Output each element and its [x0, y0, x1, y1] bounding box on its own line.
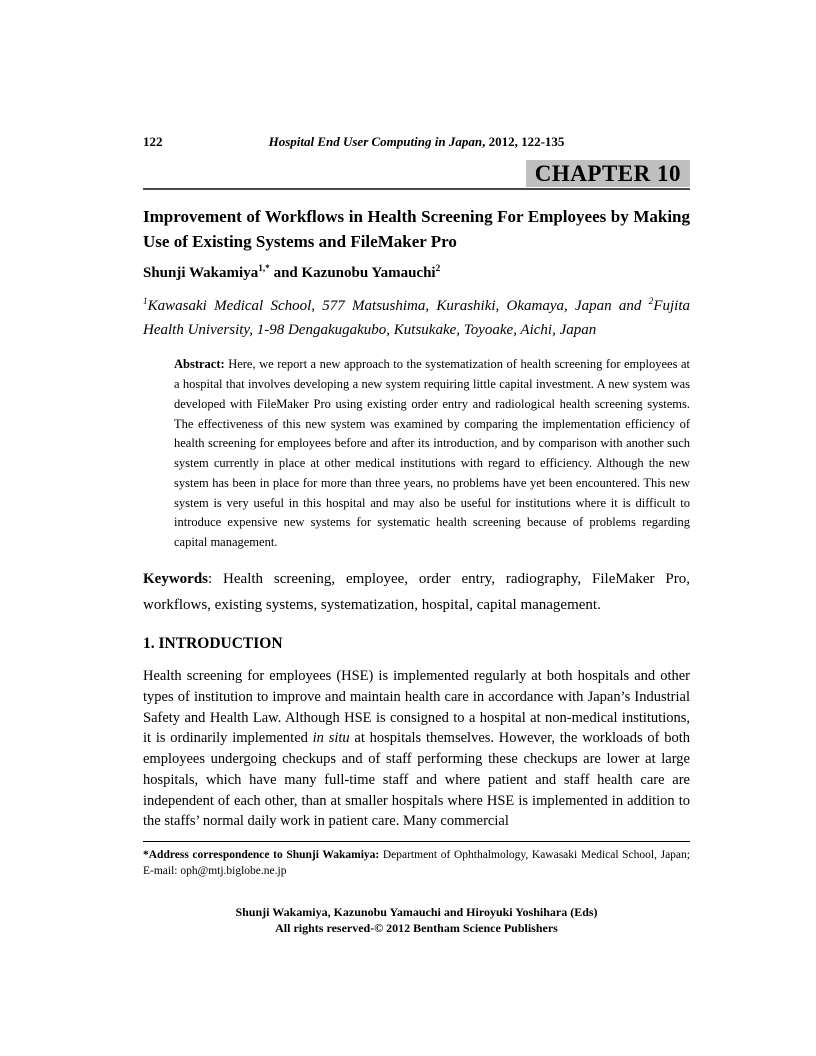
abstract-text: Here, we report a new approach to the systematization of health screening for employees at a hospital that involves developing a new system requiring little capital investment. A new system was developed with FileMaker Pro using existing order entry and radiological health screening systems. The effectiveness of this new system was examined by comparing the implementation efficiency of health screening for employees before and after its introduction, and by comparison with another such system currently in place at other medical institutions with regard to efficiency. Although the new system has been in place for more than three years, no problems have yet been encountered. This new system is very useful in this hospital and may also be useful for institutions where it is difficult to introduce expensive new systems for systematic health screening because of problems regarding capital management. [174, 357, 690, 550]
author-2-superscript: 2 [435, 264, 441, 275]
author-2: Kazunobu Yamauchi [301, 265, 436, 282]
footer-copyright-line: All rights reserved-© 2012 Bentham Science Publishers [275, 920, 558, 935]
publisher-footer [143, 905, 690, 936]
affiliation-2: Fujita Health University, 1-98 Dengakugakubo, Kutsukake, Toyoake, Aichi, Japan [143, 298, 690, 339]
running-header [143, 134, 690, 151]
affiliation-1: Kawasaki Medical School, 577 Matsushima, Kurashiki, Okamaya, Japan and [147, 298, 649, 315]
header-rule [143, 188, 690, 190]
introduction-paragraph [143, 666, 690, 832]
keywords-text: : Health screening, employee, order entry, radiography, FileMaker Pro, workflows, existing systems, systematization, hospital, capital management. [143, 570, 690, 614]
running-title-pages: , 2012, 122-135 [482, 134, 565, 149]
abstract [174, 355, 690, 553]
author-1-superscript: 1,* [258, 264, 270, 275]
affiliation-2-superscript: 2 [648, 297, 654, 308]
keywords-label: Keywords [143, 570, 208, 587]
chapter-row [143, 160, 690, 187]
introduction-text-2: at hospitals themselves. However, the workloads of both employees undergoing checkups and of staff performing these checkups are lower at large hospitals, which have many full-time staff and where patient and staff health care are independent of each other, than at smaller hospitals where HSE is implemented in addition to the staffs’ normal daily work in patient care. Many commercial [143, 730, 690, 830]
running-title-journal: Hospital End User Computing in Japan [268, 134, 483, 149]
footer-editors-line: Shunji Wakamiya, Kazunobu Yamauchi and Hiroyuki Yoshihara (Eds) [235, 905, 598, 919]
abstract-label: Abstract: [174, 357, 225, 372]
page-number: 122 [143, 134, 163, 149]
authors-connector: and [269, 265, 302, 282]
affiliations [143, 294, 690, 342]
page-content [143, 134, 690, 832]
introduction-text-1: Health screening for employees (HSE) is implemented regularly at both hospitals and other types of institution to improve and maintain health care in accordance with Japan’s Industrial Safety and Health Law. Although HSE is consigned to a hospital at non-medical institutions, it is ordinarily implemented [143, 668, 690, 747]
footnote-text: Department of Ophthalmology, Kawasaki Medical School, Japan; E-mail: oph@mtj.biglobe.ne.jp [143, 849, 690, 878]
keywords [143, 566, 690, 619]
chapter-label: CHAPTER 10 [526, 160, 690, 187]
correspondence-footnote [143, 841, 690, 879]
running-title [143, 134, 690, 150]
authors-line [143, 265, 690, 282]
introduction-italic-phrase: in situ [312, 730, 350, 747]
paper-title: Improvement of Workflows in Health Screening For Employees by Making Use of Existing Systems and FileMaker Pro [143, 207, 690, 251]
section-heading-introduction: 1. INTRODUCTION [143, 635, 283, 653]
footnote-label: *Address correspondence to Shunji Wakamiya: [143, 849, 380, 861]
affiliation-1-superscript: 1 [143, 297, 148, 308]
author-1: Shunji Wakamiya [143, 265, 259, 282]
